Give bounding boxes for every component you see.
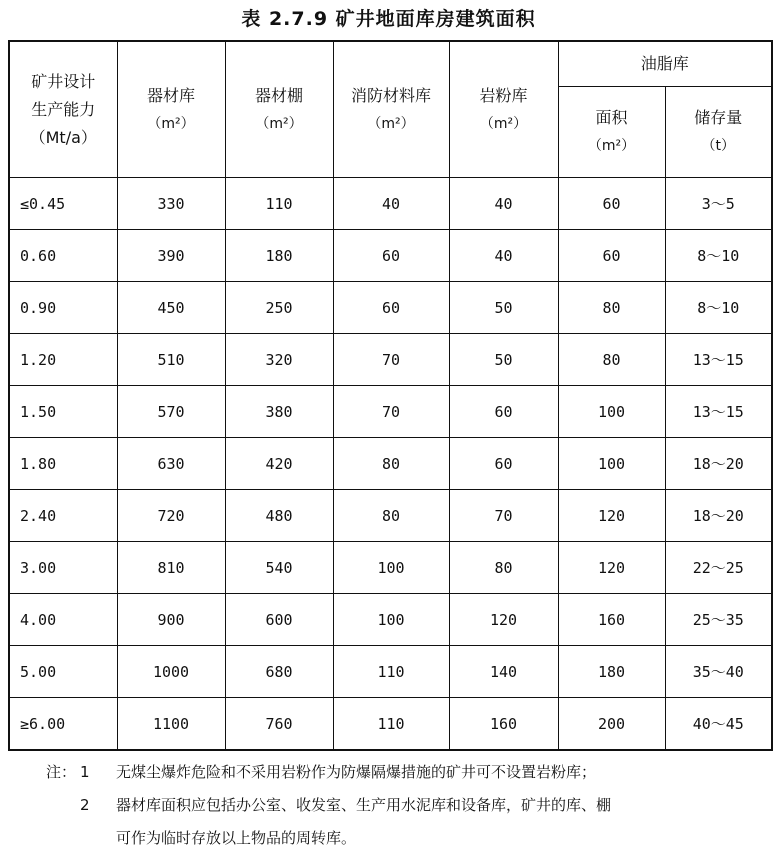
cell-capacity: ≤0.45 [9, 178, 117, 230]
cell-capacity: 4.00 [9, 594, 117, 646]
cell-shed: 760 [225, 698, 333, 751]
cell-rock: 60 [449, 438, 558, 490]
note-prefix: 注： [46, 763, 77, 781]
table-row [9, 542, 772, 594]
note-2-continuation: 可作为临时存放以上物品的周转库。 [116, 829, 357, 847]
table-row [9, 386, 772, 438]
cell-grease-storage: 40～45 [665, 698, 772, 751]
cell-shed: 480 [225, 490, 333, 542]
cell-fire: 40 [333, 178, 449, 230]
table-row [9, 282, 772, 334]
cell-fire: 110 [333, 646, 449, 698]
cell-rock: 140 [449, 646, 558, 698]
note-text: 器材库面积应包括办公室、收发室、生产用水泥库和设备库，矿井的库、棚 [116, 796, 612, 814]
cell-shed: 250 [225, 282, 333, 334]
cell-grease-area: 160 [558, 594, 665, 646]
header-grease-area-label: 面积 [595, 108, 628, 127]
header-capacity-line3: （Mt/a） [29, 127, 97, 147]
cell-rock: 40 [449, 178, 558, 230]
cell-equipment: 390 [117, 230, 225, 282]
cell-shed: 180 [225, 230, 333, 282]
header-equipment-shed [225, 41, 333, 178]
cell-equipment: 630 [117, 438, 225, 490]
cell-rock: 60 [449, 386, 558, 438]
cell-capacity: 1.20 [9, 334, 117, 386]
cell-grease-storage: 25～35 [665, 594, 772, 646]
cell-shed: 420 [225, 438, 333, 490]
cell-shed: 320 [225, 334, 333, 386]
note-2 [28, 789, 773, 822]
cell-grease-storage: 3～5 [665, 178, 772, 230]
cell-fire: 110 [333, 698, 449, 751]
header-capacity-line2: 生产能力 [31, 99, 96, 119]
cell-rock: 80 [449, 542, 558, 594]
cell-equipment: 810 [117, 542, 225, 594]
cell-equipment: 570 [117, 386, 225, 438]
note-text: 无煤尘爆炸危险和不采用岩粉作为防爆隔爆措施的矿井可不设置岩粉库； [116, 763, 597, 781]
cell-grease-area: 100 [558, 386, 665, 438]
header-equipment-store [117, 41, 225, 178]
header-unit: （m²） [479, 115, 528, 132]
cell-rock: 70 [449, 490, 558, 542]
cell-grease-area: 100 [558, 438, 665, 490]
header-grease-storage [665, 87, 772, 178]
table-row [9, 594, 772, 646]
header-capacity [9, 41, 117, 178]
header-grease-store: 油脂库 [558, 41, 772, 87]
cell-equipment: 510 [117, 334, 225, 386]
table-row [9, 334, 772, 386]
header-unit: （m²） [587, 138, 636, 154]
cell-capacity: ≥6.00 [9, 698, 117, 751]
cell-grease-area: 180 [558, 646, 665, 698]
cell-fire: 60 [333, 230, 449, 282]
header-fire-store [333, 41, 449, 178]
cell-fire: 80 [333, 490, 449, 542]
header-equipment-store-label: 器材库 [146, 85, 195, 105]
header-fire-store-label: 消防材料库 [350, 85, 431, 105]
table-row [9, 438, 772, 490]
table-row [9, 646, 772, 698]
cell-equipment: 900 [117, 594, 225, 646]
header-grease-area [558, 87, 665, 178]
cell-rock: 160 [449, 698, 558, 751]
cell-grease-area: 120 [558, 490, 665, 542]
table-row [9, 490, 772, 542]
cell-grease-storage: 13～15 [665, 386, 772, 438]
cell-capacity: 0.60 [9, 230, 117, 282]
header-unit: （m²） [255, 115, 303, 132]
cell-shed: 110 [225, 178, 333, 230]
cell-fire: 70 [333, 386, 449, 438]
cell-grease-area: 200 [558, 698, 665, 751]
cell-rock: 50 [449, 282, 558, 334]
cell-rock: 50 [449, 334, 558, 386]
cell-fire: 60 [333, 282, 449, 334]
cell-grease-area: 60 [558, 178, 665, 230]
cell-grease-storage: 8～10 [665, 282, 772, 334]
page-title: 表 2.7.9 矿井地面库房建筑面积 [241, 8, 536, 30]
note-1 [28, 756, 773, 789]
header-unit: （m²） [367, 115, 415, 132]
cell-rock: 40 [449, 230, 558, 282]
cell-equipment: 330 [117, 178, 225, 230]
table-row [9, 178, 772, 230]
cell-grease-storage: 8～10 [665, 230, 772, 282]
cell-shed: 600 [225, 594, 333, 646]
cell-capacity: 0.90 [9, 282, 117, 334]
cell-equipment: 1000 [117, 646, 225, 698]
table-body [9, 178, 772, 751]
header-rock-powder-store [449, 41, 558, 178]
cell-grease-storage: 13～15 [665, 334, 772, 386]
header-unit: （m²） [147, 115, 195, 132]
cell-shed: 540 [225, 542, 333, 594]
cell-shed: 680 [225, 646, 333, 698]
table-row [9, 230, 772, 282]
cell-grease-area: 80 [558, 282, 665, 334]
cell-rock: 120 [449, 594, 558, 646]
header-grease-storage-label: 储存量 [694, 108, 743, 127]
note-number: 2 [80, 796, 90, 814]
cell-equipment: 450 [117, 282, 225, 334]
cell-fire: 70 [333, 334, 449, 386]
cell-capacity: 5.00 [9, 646, 117, 698]
cell-capacity: 3.00 [9, 542, 117, 594]
notes [28, 756, 773, 855]
header-rock-powder-store-label: 岩粉库 [479, 85, 528, 105]
note-indent [28, 789, 80, 822]
cell-fire: 100 [333, 542, 449, 594]
cell-grease-area: 60 [558, 230, 665, 282]
header-capacity-line1: 矿井设计 [31, 71, 96, 91]
cell-capacity: 1.50 [9, 386, 117, 438]
header-unit-t: （t） [701, 138, 735, 154]
cell-grease-area: 120 [558, 542, 665, 594]
note-number: 1 [80, 763, 90, 781]
cell-equipment: 1100 [117, 698, 225, 751]
cell-capacity: 1.80 [9, 438, 117, 490]
cell-grease-storage: 18～20 [665, 438, 772, 490]
cell-grease-area: 80 [558, 334, 665, 386]
cell-capacity: 2.40 [9, 490, 117, 542]
header-equipment-shed-label: 器材棚 [254, 85, 303, 105]
cell-fire: 100 [333, 594, 449, 646]
cell-grease-storage: 22～25 [665, 542, 772, 594]
table-header [9, 41, 772, 178]
storage-area-table [8, 40, 773, 751]
cell-grease-storage: 18～20 [665, 490, 772, 542]
cell-equipment: 720 [117, 490, 225, 542]
cell-grease-storage: 35～40 [665, 646, 772, 698]
table-row [9, 698, 772, 751]
cell-shed: 380 [225, 386, 333, 438]
cell-fire: 80 [333, 438, 449, 490]
